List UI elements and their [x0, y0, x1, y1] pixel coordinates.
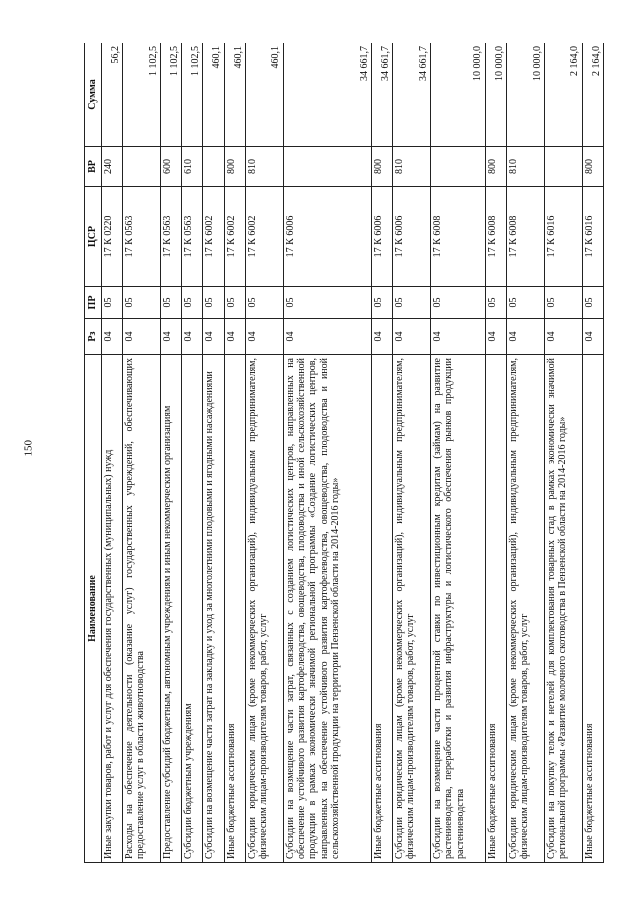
table-row	[161, 43, 182, 863]
row-pr: 05	[485, 287, 506, 319]
row-pr: 05	[506, 287, 544, 319]
row-name: Иные бюджетные ассигнования	[224, 355, 245, 863]
table-row	[371, 43, 392, 863]
row-csr: 17 К 0563	[123, 187, 161, 287]
row-sum	[544, 43, 582, 147]
row-name: Иные бюджетные ассигнования	[371, 355, 392, 863]
row-sum-value: 56,2	[109, 46, 121, 64]
row-sum-value: 1 102,5	[147, 46, 159, 76]
row-sum	[431, 43, 486, 147]
row-sum-value: 34 661,7	[417, 46, 429, 81]
row-pr: 05	[224, 287, 245, 319]
row-vr: 800	[485, 147, 506, 187]
row-sum-value: 460,1	[232, 46, 244, 69]
table-row	[283, 43, 371, 863]
row-sum-value: 460,1	[270, 46, 282, 69]
row-name: Субсидии бюджетным учреждениям	[182, 355, 203, 863]
row-csr: 17 К 6002	[203, 187, 224, 287]
table-row	[582, 43, 603, 863]
row-name: Субсидии на возмещение части затрат, связанных с созданием логистических центров, направленных на обеспечение устойчивого развития картофелеводства, овощеводства, плодоводства и иной сельскохозяйственной продукции в рамках экономически значимой региональной программы «Создание логистических центров, направленных на обеспечение устойчивого развития картофелеводства, овощеводства, плодоводства и иной сельскохозяйственной продукции на территории Пензенской области на 2014-2016 годы»	[283, 355, 371, 863]
row-pr: 05	[393, 287, 431, 319]
row-csr: 17 К 6006	[371, 187, 392, 287]
row-rz: 04	[182, 319, 203, 355]
table-row	[203, 43, 224, 863]
row-pr: 05	[245, 287, 283, 319]
table-row	[544, 43, 582, 863]
row-sum	[582, 43, 603, 147]
row-csr: 17 К 6016	[582, 187, 603, 287]
row-name: Субсидии юридическим лицам (кроме некоммерческих организаций), индивидуальным предпринимателям, физическим лицам-производителям товаров, работ, услуг	[506, 355, 544, 863]
row-sum-value: 10 000,0	[531, 46, 543, 81]
row-name: Иные бюджетные ассигнования	[582, 355, 603, 863]
row-sum-value: 10 000,0	[472, 46, 484, 81]
row-sum-value: 34 661,7	[379, 46, 391, 81]
row-name: Иные бюджетные ассигнования	[485, 355, 506, 863]
row-csr: 17 К 6006	[283, 187, 371, 287]
row-pr: 05	[582, 287, 603, 319]
row-csr: 17 К 0220	[102, 187, 123, 287]
table-header-row	[85, 43, 102, 863]
table-row	[245, 43, 283, 863]
row-pr: 05	[431, 287, 486, 319]
row-vr: 240	[102, 147, 123, 187]
row-rz: 04	[371, 319, 392, 355]
row-sum-value: 1 102,5	[169, 46, 180, 76]
row-sum	[224, 43, 245, 147]
row-vr	[203, 147, 224, 187]
row-vr	[123, 147, 161, 187]
row-sum	[203, 43, 224, 147]
header-vr: ВР	[85, 147, 102, 187]
row-rz: 04	[102, 319, 123, 355]
row-rz: 04	[506, 319, 544, 355]
row-pr: 05	[123, 287, 161, 319]
row-sum-value: 2 164,0	[569, 46, 581, 76]
table-row	[102, 43, 123, 863]
row-rz: 04	[485, 319, 506, 355]
row-rz: 04	[393, 319, 431, 355]
row-csr: 17 К 6006	[393, 187, 431, 287]
table-row	[431, 43, 486, 863]
row-csr: 17 К 6008	[506, 187, 544, 287]
row-vr: 810	[245, 147, 283, 187]
row-sum-value: 1 102,5	[190, 46, 202, 76]
budget-table	[84, 43, 604, 863]
row-sum	[161, 43, 182, 147]
row-rz: 04	[431, 319, 486, 355]
table-row	[123, 43, 161, 863]
header-name: Наименование	[85, 355, 102, 863]
rotated-table-wrapper	[84, 43, 604, 863]
row-vr	[544, 147, 582, 187]
row-csr: 17 К 0563	[182, 187, 203, 287]
row-name: Субсидии юридическим лицам (кроме некоммерческих организаций), индивидуальным предпринимателям, физическим лицам-производителям товаров, работ, услуг	[245, 355, 283, 863]
row-sum-value: 460,1	[211, 46, 223, 69]
row-rz: 04	[161, 319, 182, 355]
row-csr: 17 К 6008	[431, 187, 486, 287]
row-sum	[102, 43, 123, 147]
row-sum-value: 2 164,0	[590, 46, 602, 76]
row-name: Иные закупки товаров, работ и услуг для обеспечения государственных (муниципальных) нужд	[102, 355, 123, 863]
row-rz: 04	[283, 319, 371, 355]
table-row	[485, 43, 506, 863]
row-csr: 17 К 6008	[485, 187, 506, 287]
row-pr: 05	[371, 287, 392, 319]
row-vr: 800	[224, 147, 245, 187]
header-pr: ПР	[85, 287, 102, 319]
table-row	[182, 43, 203, 863]
row-rz: 04	[224, 319, 245, 355]
table-row	[393, 43, 431, 863]
header-csr: ЦСР	[85, 187, 102, 287]
row-sum	[485, 43, 506, 147]
row-rz: 04	[123, 319, 161, 355]
row-sum	[283, 43, 371, 147]
row-name: Субсидии на возмещение части процентной ставки по инвестиционным кредитам (займам) на развитие растениеводства, переработки и развития инфраструктуры и логистического обеспечения рынков продукции растениеводства	[431, 355, 486, 863]
header-rz: Рз	[85, 319, 102, 355]
header-sum: Сумма	[85, 43, 102, 147]
row-name: Субсидии юридическим лицам (кроме некоммерческих организаций), индивидуальным предпринимателям, физическим лицам-производителям товаров, работ, услуг	[393, 355, 431, 863]
table-row	[506, 43, 544, 863]
page-number: 150	[22, 440, 35, 457]
row-name: Предоставление субсидий бюджетным, автономным учреждениям и иным некоммерческим организациям	[161, 355, 182, 863]
budget-table-sheet	[84, 43, 604, 863]
row-pr: 05	[102, 287, 123, 319]
row-sum	[123, 43, 161, 147]
row-rz: 04	[582, 319, 603, 355]
row-pr: 05	[544, 287, 582, 319]
row-name: Субсидии на возмещение части затрат на закладку и уход за многолетними плодовыми и ягодными насаждениями	[203, 355, 224, 863]
row-sum-value: 34 661,7	[358, 46, 370, 81]
row-sum	[371, 43, 392, 147]
row-vr: 810	[506, 147, 544, 187]
table-row	[224, 43, 245, 863]
row-name: Субсидии на покупку телок и нетелей для комплектования товарных стад в рамках экономически значимой региональной программы «Развитие молочного скотоводства в Пензенской области на 2014-2016 годы»	[544, 355, 582, 863]
row-csr: 17 К 6002	[224, 187, 245, 287]
row-pr: 05	[182, 287, 203, 319]
row-csr: 17 К 6016	[544, 187, 582, 287]
row-sum-value: 10 000,0	[493, 46, 505, 81]
row-csr: 17 К 0563	[161, 187, 182, 287]
row-sum	[245, 43, 283, 147]
row-vr	[283, 147, 371, 187]
row-vr	[431, 147, 486, 187]
row-rz: 04	[203, 319, 224, 355]
row-vr: 800	[371, 147, 392, 187]
row-sum	[393, 43, 431, 147]
row-pr: 05	[203, 287, 224, 319]
row-vr: 610	[182, 147, 203, 187]
row-sum	[506, 43, 544, 147]
row-pr: 05	[161, 287, 182, 319]
row-vr: 810	[393, 147, 431, 187]
row-pr: 05	[283, 287, 371, 319]
row-name: Расходы на обеспечение деятельности (оказание услуг) государственных учреждений, обеспечивающих предоставление услуг в области животноводства	[123, 355, 161, 863]
row-sum	[182, 43, 203, 147]
row-rz: 04	[245, 319, 283, 355]
row-vr: 800	[582, 147, 603, 187]
row-csr: 17 К 6002	[245, 187, 283, 287]
row-rz: 04	[544, 319, 582, 355]
row-vr: 600	[161, 147, 182, 187]
